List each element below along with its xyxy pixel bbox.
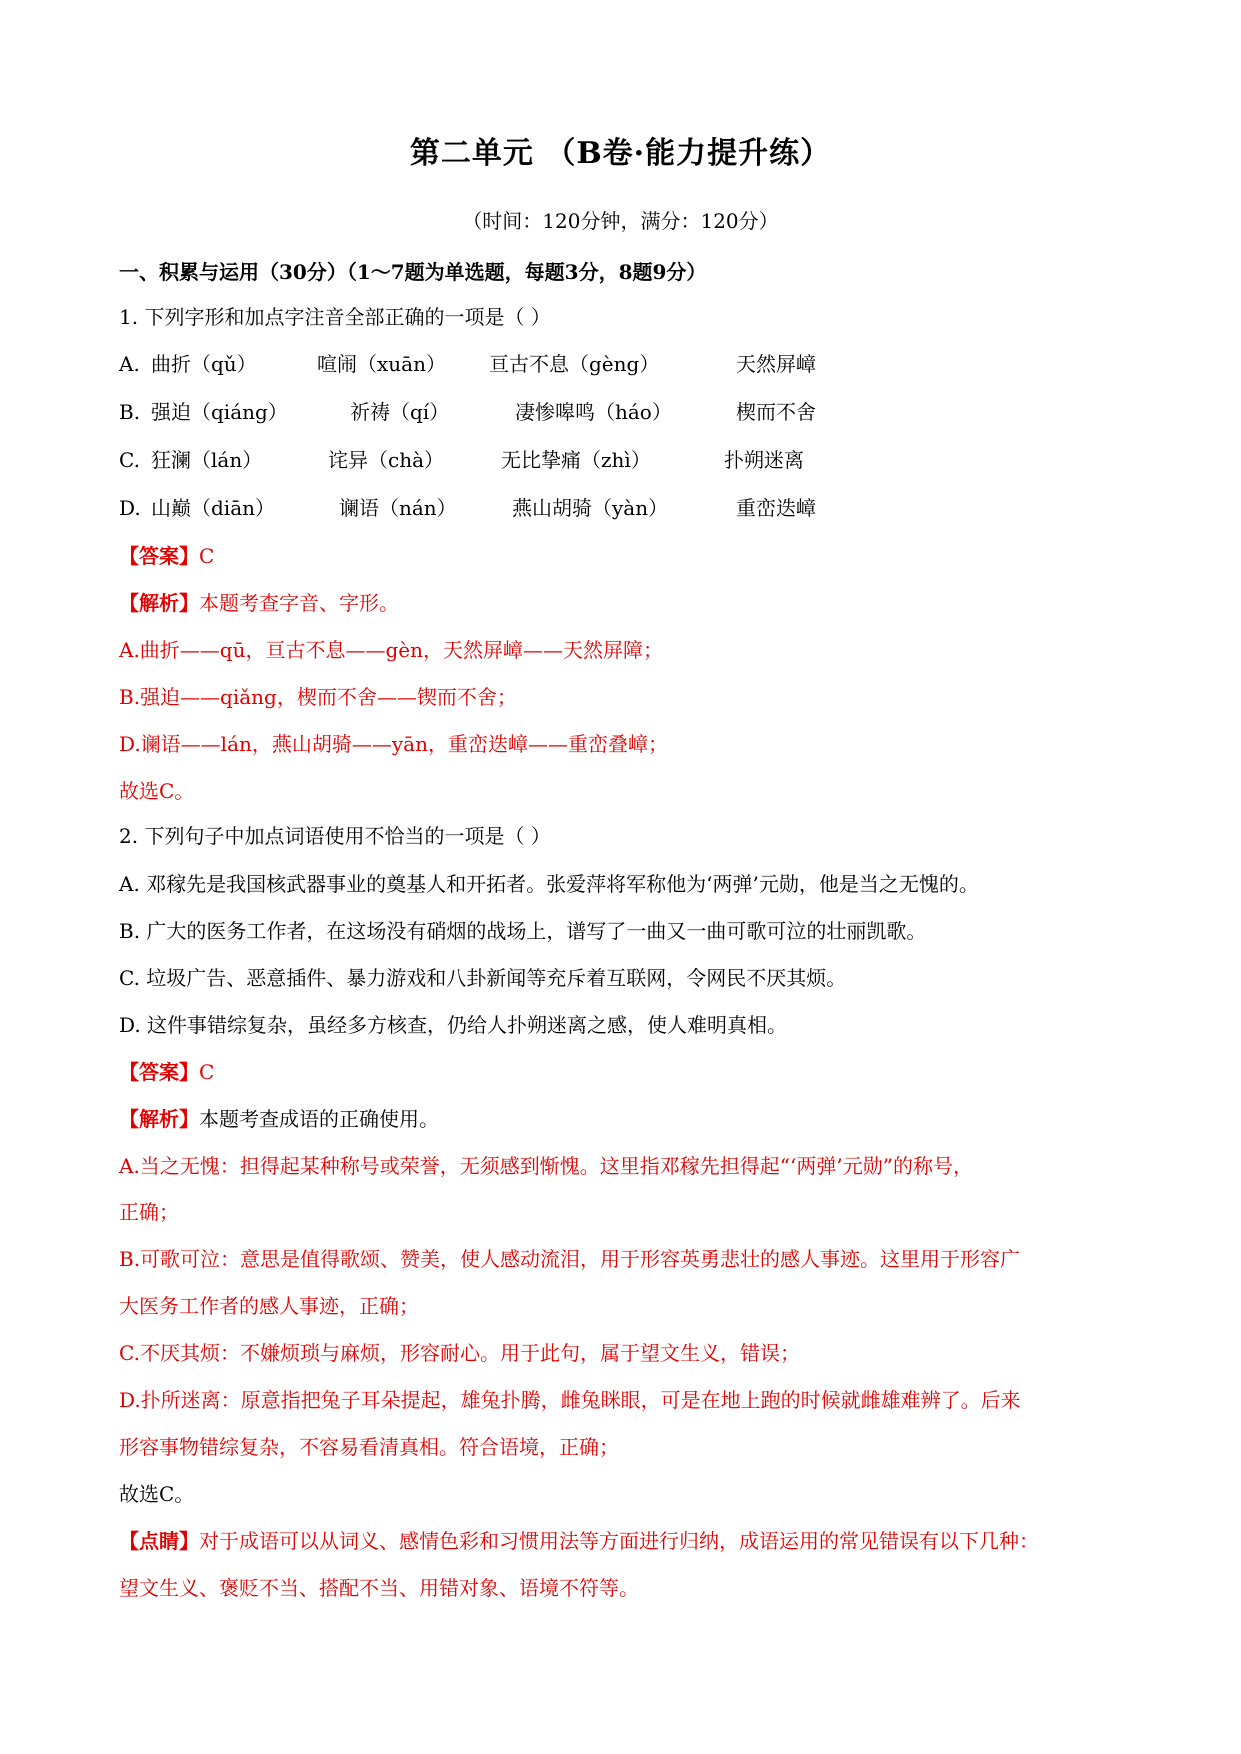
q2-option-b: B. 广大的医务工作者，在这场没有硝烟的战场上，谱写了一曲又一曲可歌可泣的壮丽凯歌。 — [119, 919, 927, 943]
analysis-line: D.谰语——lán，燕山胡骑——yān，重峦迭嶂——重峦叠嶂； — [119, 732, 668, 756]
section-heading: 一、积累与运用（30分）（1～7题为单选题，每题3分，8题9分） — [119, 260, 707, 284]
option-item: 天然屏嶂 — [736, 352, 816, 376]
option-item: 重峦迭嶂 — [736, 496, 816, 520]
q1-option-d — [119, 494, 816, 522]
analysis-line: B.可歌可泣：意思是值得歌颂、赞美，使人感动流泪，用于形容英勇悲壮的感人事迹。这里用于形容广 — [119, 1247, 1021, 1271]
q1-option-a — [119, 350, 816, 378]
option-item: 祈祷（qí） — [350, 400, 450, 424]
option-label: B. — [119, 400, 141, 424]
tip-text: 对于成语可以从词义、感情色彩和习惯用法等方面进行归纳，成语运用的常见错误有以下几种： — [199, 1529, 1039, 1553]
analysis-line: B.强迫——qiǎng，楔而不舍——锲而不舍； — [119, 685, 517, 709]
option-item: 狂澜（lán） — [151, 448, 263, 472]
q1-option-b — [119, 398, 816, 426]
option-item: 谰语（nán） — [339, 496, 457, 520]
option-item: 楔而不舍 — [736, 400, 816, 424]
page-title: 第二单元 （B卷·能力提升练） — [409, 136, 832, 171]
option-label: C. — [119, 448, 140, 472]
q2-option-c: C. 垃圾广告、恶意插件、暴力游戏和八卦新闻等充斥着互联网，令网民不厌其烦。 — [119, 966, 847, 990]
option-item: 喧闹（xuān） — [317, 352, 446, 376]
analysis-text: 本题考查字音、字形。 — [199, 591, 399, 615]
exam-info: （时间：120分钟，满分：120分） — [462, 209, 779, 233]
q2-analysis — [119, 1105, 439, 1133]
conclusion: 故选C。 — [119, 1482, 195, 1506]
analysis-tag: 【解析】 — [119, 1107, 199, 1131]
option-item: 亘古不息（gèng） — [489, 352, 660, 376]
analysis-line: 正确； — [119, 1200, 179, 1224]
analysis-tag: 【解析】 — [119, 591, 199, 615]
option-item: 山巅（diān） — [151, 496, 276, 520]
answer-value: C — [199, 544, 215, 568]
analysis-line: A.当之无愧：担得起某种称号或荣誉，无须感到惭愧。这里指邓稼先担得起“‘两弹’元勋”的称号， — [119, 1154, 973, 1178]
option-label: D. — [119, 496, 141, 520]
option-item: 燕山胡骑（yàn） — [512, 496, 669, 520]
conclusion: 故选C。 — [119, 779, 195, 803]
q2-option-d: D. 这件事错综复杂，虽经多方核查，仍给人扑朔迷离之感，使人难明真相。 — [119, 1013, 788, 1037]
q1-analysis — [119, 589, 399, 617]
tip-tag: 【点睛】 — [119, 1529, 199, 1553]
q1-option-c — [119, 446, 804, 474]
option-label: A. — [119, 352, 140, 376]
option-item: 曲折（qǔ） — [151, 352, 257, 376]
answer-tag: 【答案】 — [119, 1060, 199, 1084]
option-item: 凄惨嗥鸣（háo） — [515, 400, 672, 424]
analysis-line: A.曲折——qū，亘古不息——gèn，天然屏嶂——天然屏障； — [119, 638, 664, 662]
question-2-stem: 2. 下列句子中加点词语使用不恰当的一项是（ ） — [119, 824, 551, 848]
analysis-line: C.不厌其烦：不嫌烦琐与麻烦，形容耐心。用于此句，属于望文生义，错误； — [119, 1341, 800, 1365]
answer-value: C — [199, 1060, 215, 1084]
option-item: 扑朔迷离 — [724, 448, 804, 472]
option-item: 诧异（chà） — [328, 448, 445, 472]
q2-tip — [119, 1527, 1039, 1555]
option-item: 强迫（qiáng） — [151, 400, 288, 424]
analysis-line: D.扑所迷离：原意指把兔子耳朵提起，雄兔扑腾，雌兔眯眼，可是在地上跑的时候就雌雄难辨了。后来 — [119, 1388, 1021, 1412]
question-1-stem: 1. 下列字形和加点字注音全部正确的一项是（ ） — [119, 305, 551, 329]
answer-tag: 【答案】 — [119, 544, 199, 568]
analysis-line: 大医务工作者的感人事迹，正确； — [119, 1294, 419, 1318]
analysis-text: 本题考查成语的正确使用。 — [199, 1107, 439, 1131]
q2-option-a: A. 邓稼先是我国核武器事业的奠基人和开拓者。张爱萍将军称他为‘两弹’元勋，他是当之无愧的。 — [119, 872, 979, 896]
tip-text-continued: 望文生义、褒贬不当、搭配不当、用错对象、语境不符等。 — [119, 1576, 639, 1600]
q2-answer — [119, 1058, 214, 1086]
analysis-line: 形容事物错综复杂，不容易看清真相。符合语境，正确； — [119, 1435, 619, 1459]
q1-answer — [119, 542, 214, 570]
option-item: 无比挚痛（zhì） — [501, 448, 651, 472]
